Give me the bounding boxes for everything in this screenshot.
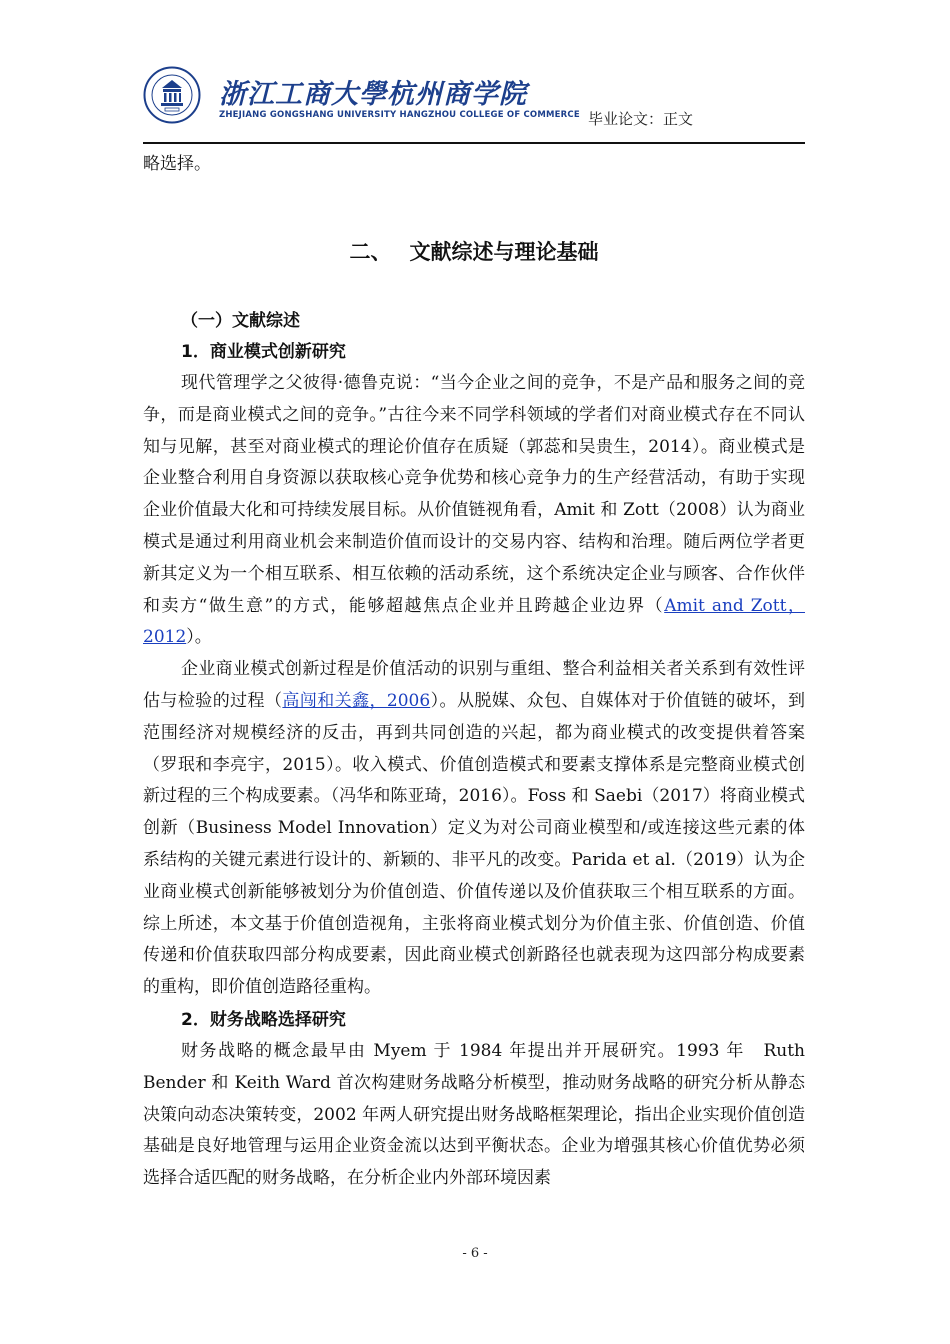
paragraph-1-end: ）。 (186, 627, 212, 648)
logo-wordmark-en: ZHEJIANG GONGSHANG UNIVERSITY HANGZHOU COLLEGE OF COMMERCE (219, 110, 580, 120)
paragraph-3: 财务战略的概念最早由 Myem 于 1984 年提出并开展研究。1993 年 Ruth Bender 和 Keith Ward 首次构建财务战略分析模型，推动财务战略的研究分析从静态决策向动态决策转变，2002 年两人研究提出财务战略框架理论，指出企业实现价值创造基础是良好地管理与运用企业资金流以达到平衡状态。企业为增强其核心价值优势必须选择合适匹配的财务战略，在分析企业内外部环境因素 (143, 1040, 805, 1189)
paragraph-2 (143, 654, 805, 1004)
paragraph-2-text: 企业商业模式创新过程是价值活动的识别与重组、整合利益相关者关系到有效性评估与检验的过程（ (143, 659, 805, 711)
paragraph-1-text: 现代管理学之父彼得·德鲁克说：“当今企业之间的竞争，不是产品和服务之间的竞争，而是商业模式之间的竞争。”古往今来不同学科领域的学者们对商业模式存在不同认知与见解，甚至对商业模式的理论价值存在质疑（郭蕊和吴贵生，2014）。商业模式是企业整合利用自身资源以获取核心竞争优势和核心竞争力的生产经营活动，有助于实现企业价值最大化和可持续发展目标。从价值链视角看，Amit 和 Zott（2008）认为商业模式是通过利用商业机会来制造价值而设计的交易内容、结构和治理。随后两位学者更新其定义为一个相互联系、相互依赖的活动系统，这个系统决定企业与顾客、合作伙伴和卖方“做生意”的方式，能够超越焦点企业并且跨越企业边界（ (143, 373, 805, 616)
header-label: 毕业论文：正文 (587, 110, 693, 128)
section-number: 二、 (349, 240, 392, 264)
carryover-text: 略选择。 (143, 154, 211, 174)
paragraph-2-end: ）。从脱媒、众包、自媒体对于价值链的破坏，到范围经济对规模经济的反击，再到共同创造的兴起，都为商业模式的改变提供着答案（罗珉和李亮宇，2015）。收入模式、价值创造模式和要素支撑体系是完整商业模式创新过程的三个构成要素。（冯华和陈亚琦，2016）。Foss 和 Saebi（2017）将商业模式创新（Business Model Innovation）定义为对公司商业模型和/或连接这些元素的体系结构的关键元素进行设计的、新颖的、非平凡的改变。Parida et al.（2019）认为企业商业模式创新能够被划分为价值创造、价值传递以及价值获取三个相互联系的方面。综上所述，本文基于价值创造视角，主张将商业模式划分为价值主张、价值创造、价值传递和价值获取四部分构成要素，因此商业模式创新路径也就表现为这四部分构成要素的重构，即价值创造路径重构。 (143, 690, 806, 998)
logo-wordmark-cn: 浙江工商大學杭州商学院 (219, 79, 527, 110)
body-content (143, 148, 805, 1195)
subsubsection-heading-1: 1．商业模式创新研究 (181, 342, 346, 362)
section-heading (143, 236, 805, 268)
university-seal-logo (143, 66, 201, 124)
citation-link-gao-guan[interactable]: 高闯和关鑫，2006 (282, 690, 431, 711)
section-title-text: 文献综述与理论基础 (409, 240, 599, 264)
subsubsection-heading-2: 2．财务战略选择研究 (181, 1009, 346, 1030)
header-divider (143, 142, 805, 144)
subsection-heading: （一）文献综述 (181, 311, 300, 331)
page-number: - 6 - (462, 1246, 488, 1261)
paragraph-1 (143, 368, 805, 654)
page-header (143, 66, 805, 146)
citation-link-amit-zott[interactable]: Amit and Zott，2012 (143, 595, 805, 648)
